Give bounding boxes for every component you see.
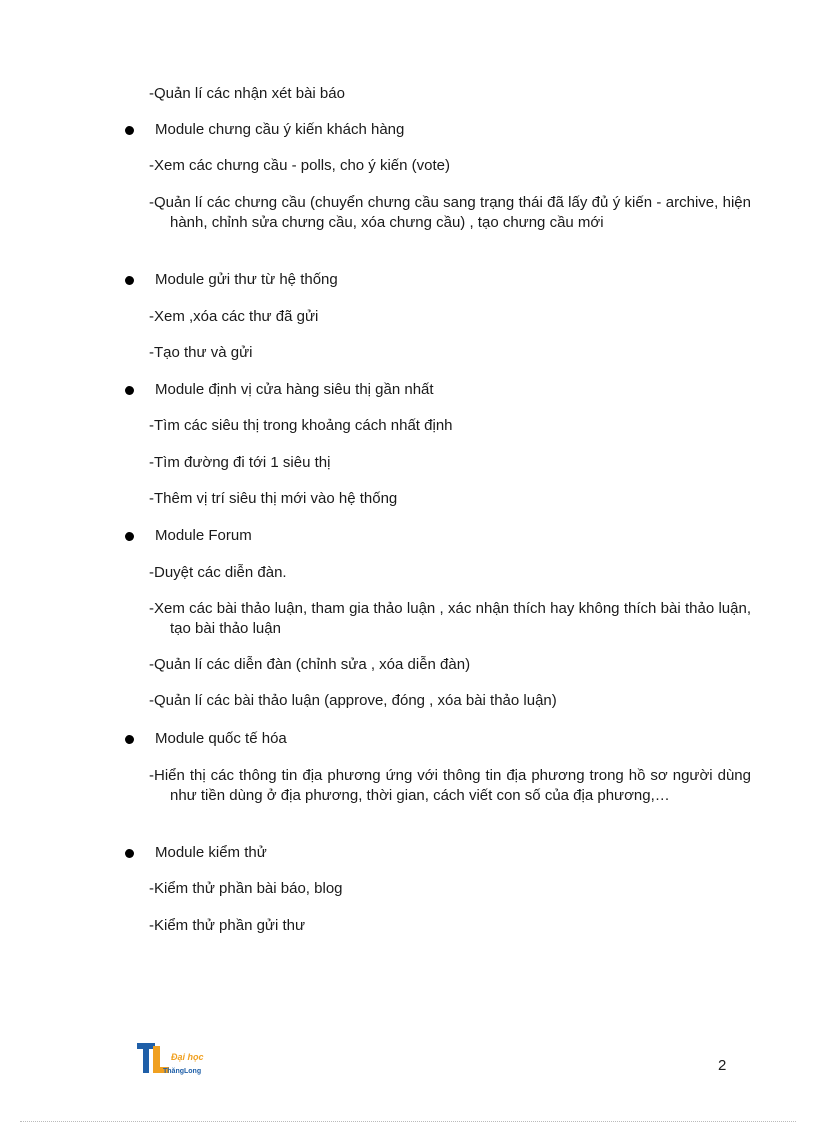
item-text: -Duyệt các diễn đàn.: [149, 564, 287, 581]
item-text: -Xem ,xóa các thư đã gửi: [149, 308, 319, 325]
item-text: -Thêm vị trí siêu thị mới vào hệ thống: [149, 490, 398, 507]
item-text: -Quản lí các diễn đàn (chỉnh sửa , xóa diễn đàn): [149, 656, 471, 673]
item-text: -Kiểm thử phần bài báo, blog: [149, 880, 343, 897]
bullet-icon: [125, 849, 134, 858]
bullet-icon: [125, 276, 134, 285]
item-text: -Quản lí các nhận xét bài báo: [149, 85, 345, 102]
bullet-icon: [125, 735, 134, 744]
module-heading: Module Forum: [155, 527, 252, 544]
page-number: 2: [718, 1057, 727, 1074]
item-text: -Tìm đường đi tới 1 siêu thị: [149, 454, 331, 471]
bullet-icon: [125, 126, 134, 135]
logo-line2: ThăngLong: [163, 1068, 202, 1075]
module-heading: Module định vị cửa hàng siêu thị gần nhất: [155, 381, 434, 398]
item-text: -Xem các chưng cầu - polls, cho ý kiến (vote): [149, 157, 450, 174]
item-paragraph: -Quản lí các chưng cầu (chuyển chưng cầu sang trạng thái đã lấy đủ ý kiến - archive, hiện hành, chỉnh sửa chưng cầu, xóa chưng cầu) , tạo chưng cầu mới: [149, 194, 751, 231]
item-text: -Kiểm thử phần gửi thư: [149, 917, 306, 934]
module-heading: Module kiểm thử: [155, 844, 267, 861]
university-logo: [137, 1040, 227, 1078]
module-heading: Module quốc tế hóa: [155, 730, 287, 747]
footer-divider: [20, 1121, 796, 1122]
logo-line1: Đại học: [171, 1052, 204, 1062]
item-paragraph: -Xem các bài thảo luận, tham gia thảo luận , xác nhận thích hay không thích bài thảo luận, tạo bài thảo luận: [149, 600, 751, 637]
thang-long-logo-icon: [137, 1040, 227, 1078]
bullet-icon: [125, 386, 134, 395]
item-paragraph: -Hiển thị các thông tin địa phương ứng với thông tin địa phương trong hồ sơ người dùng như tiền dùng ở địa phương, thời gian, cách viết con số của địa phương,…: [149, 767, 751, 804]
item-text: -Quản lí các bài thảo luận (approve, đóng , xóa bài thảo luận): [149, 692, 557, 709]
item-text: -Tạo thư và gửi: [149, 344, 253, 361]
bullet-icon: [125, 532, 134, 541]
module-heading: Module gửi thư từ hệ thống: [155, 271, 338, 288]
item-text: -Tìm các siêu thị trong khoảng cách nhất định: [149, 417, 453, 434]
module-heading: Module chưng cầu ý kiến khách hàng: [155, 121, 405, 138]
